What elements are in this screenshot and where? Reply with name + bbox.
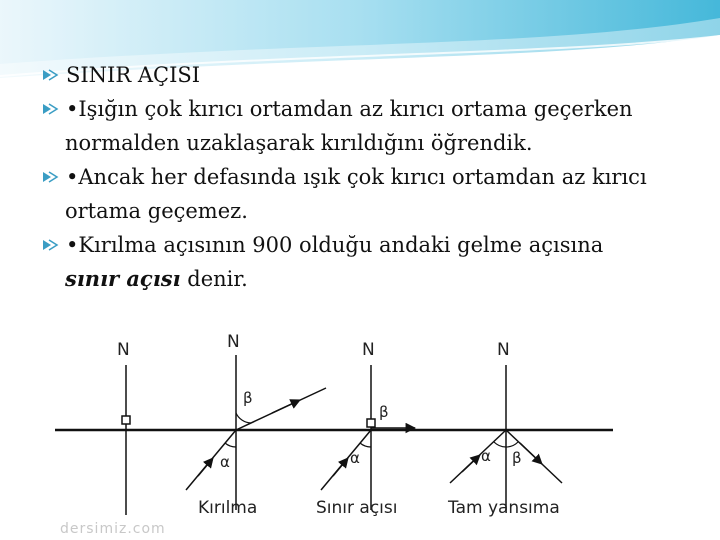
bullet-continuation: ortama geçemez. bbox=[65, 199, 248, 223]
bullet-arrow-icon bbox=[42, 67, 60, 83]
alpha-label: α bbox=[481, 447, 491, 465]
caption-sinir-acisi: Sınır açısı bbox=[316, 498, 398, 518]
bullet-item bbox=[40, 92, 700, 160]
caption-tam-yansima: Tam yansıma bbox=[448, 498, 560, 518]
bullet-item bbox=[40, 228, 700, 296]
watermark: dersimiz.com bbox=[60, 521, 166, 537]
bullet-continuation: normalden uzaklaşarak kırıldığını öğrendik. bbox=[65, 131, 533, 155]
alpha-label: α bbox=[350, 449, 360, 467]
bullet-continuation-rest: denir. bbox=[180, 267, 248, 291]
normal-label: N bbox=[497, 340, 510, 360]
normal-label: N bbox=[117, 340, 130, 360]
normal-label: N bbox=[227, 332, 240, 352]
right-angle-marker bbox=[122, 416, 130, 424]
bullet-text: •Ancak her defasında ışık çok kırıcı ortamdan az kırıcı bbox=[66, 165, 647, 189]
caption-kirilma: Kırılma bbox=[198, 498, 258, 518]
bullet-list bbox=[40, 58, 700, 296]
bullet-arrow-icon bbox=[42, 169, 60, 185]
slide-title: SINIR AÇISI bbox=[66, 63, 201, 87]
sinir-acisi-term: sınır açısı bbox=[65, 266, 181, 291]
alpha-label: α bbox=[220, 453, 230, 471]
bullet-text: •Kırılma açısının 900 olduğu andaki gelme açısına bbox=[66, 233, 604, 257]
beta-label: β bbox=[243, 389, 253, 407]
beta-label: β bbox=[379, 403, 389, 421]
refraction-diagram bbox=[50, 305, 650, 540]
beta-label: β bbox=[512, 449, 522, 467]
right-angle-marker bbox=[367, 419, 375, 427]
normal-label: N bbox=[362, 340, 375, 360]
bullet-arrow-icon bbox=[42, 101, 60, 117]
title-bullet bbox=[40, 58, 700, 92]
bullet-arrow-icon bbox=[42, 237, 60, 253]
bullet-item bbox=[40, 160, 700, 228]
bullet-text: •Işığın çok kırıcı ortamdan az kırıcı ortama geçerken bbox=[66, 97, 633, 121]
bullet-continuation bbox=[65, 262, 700, 296]
